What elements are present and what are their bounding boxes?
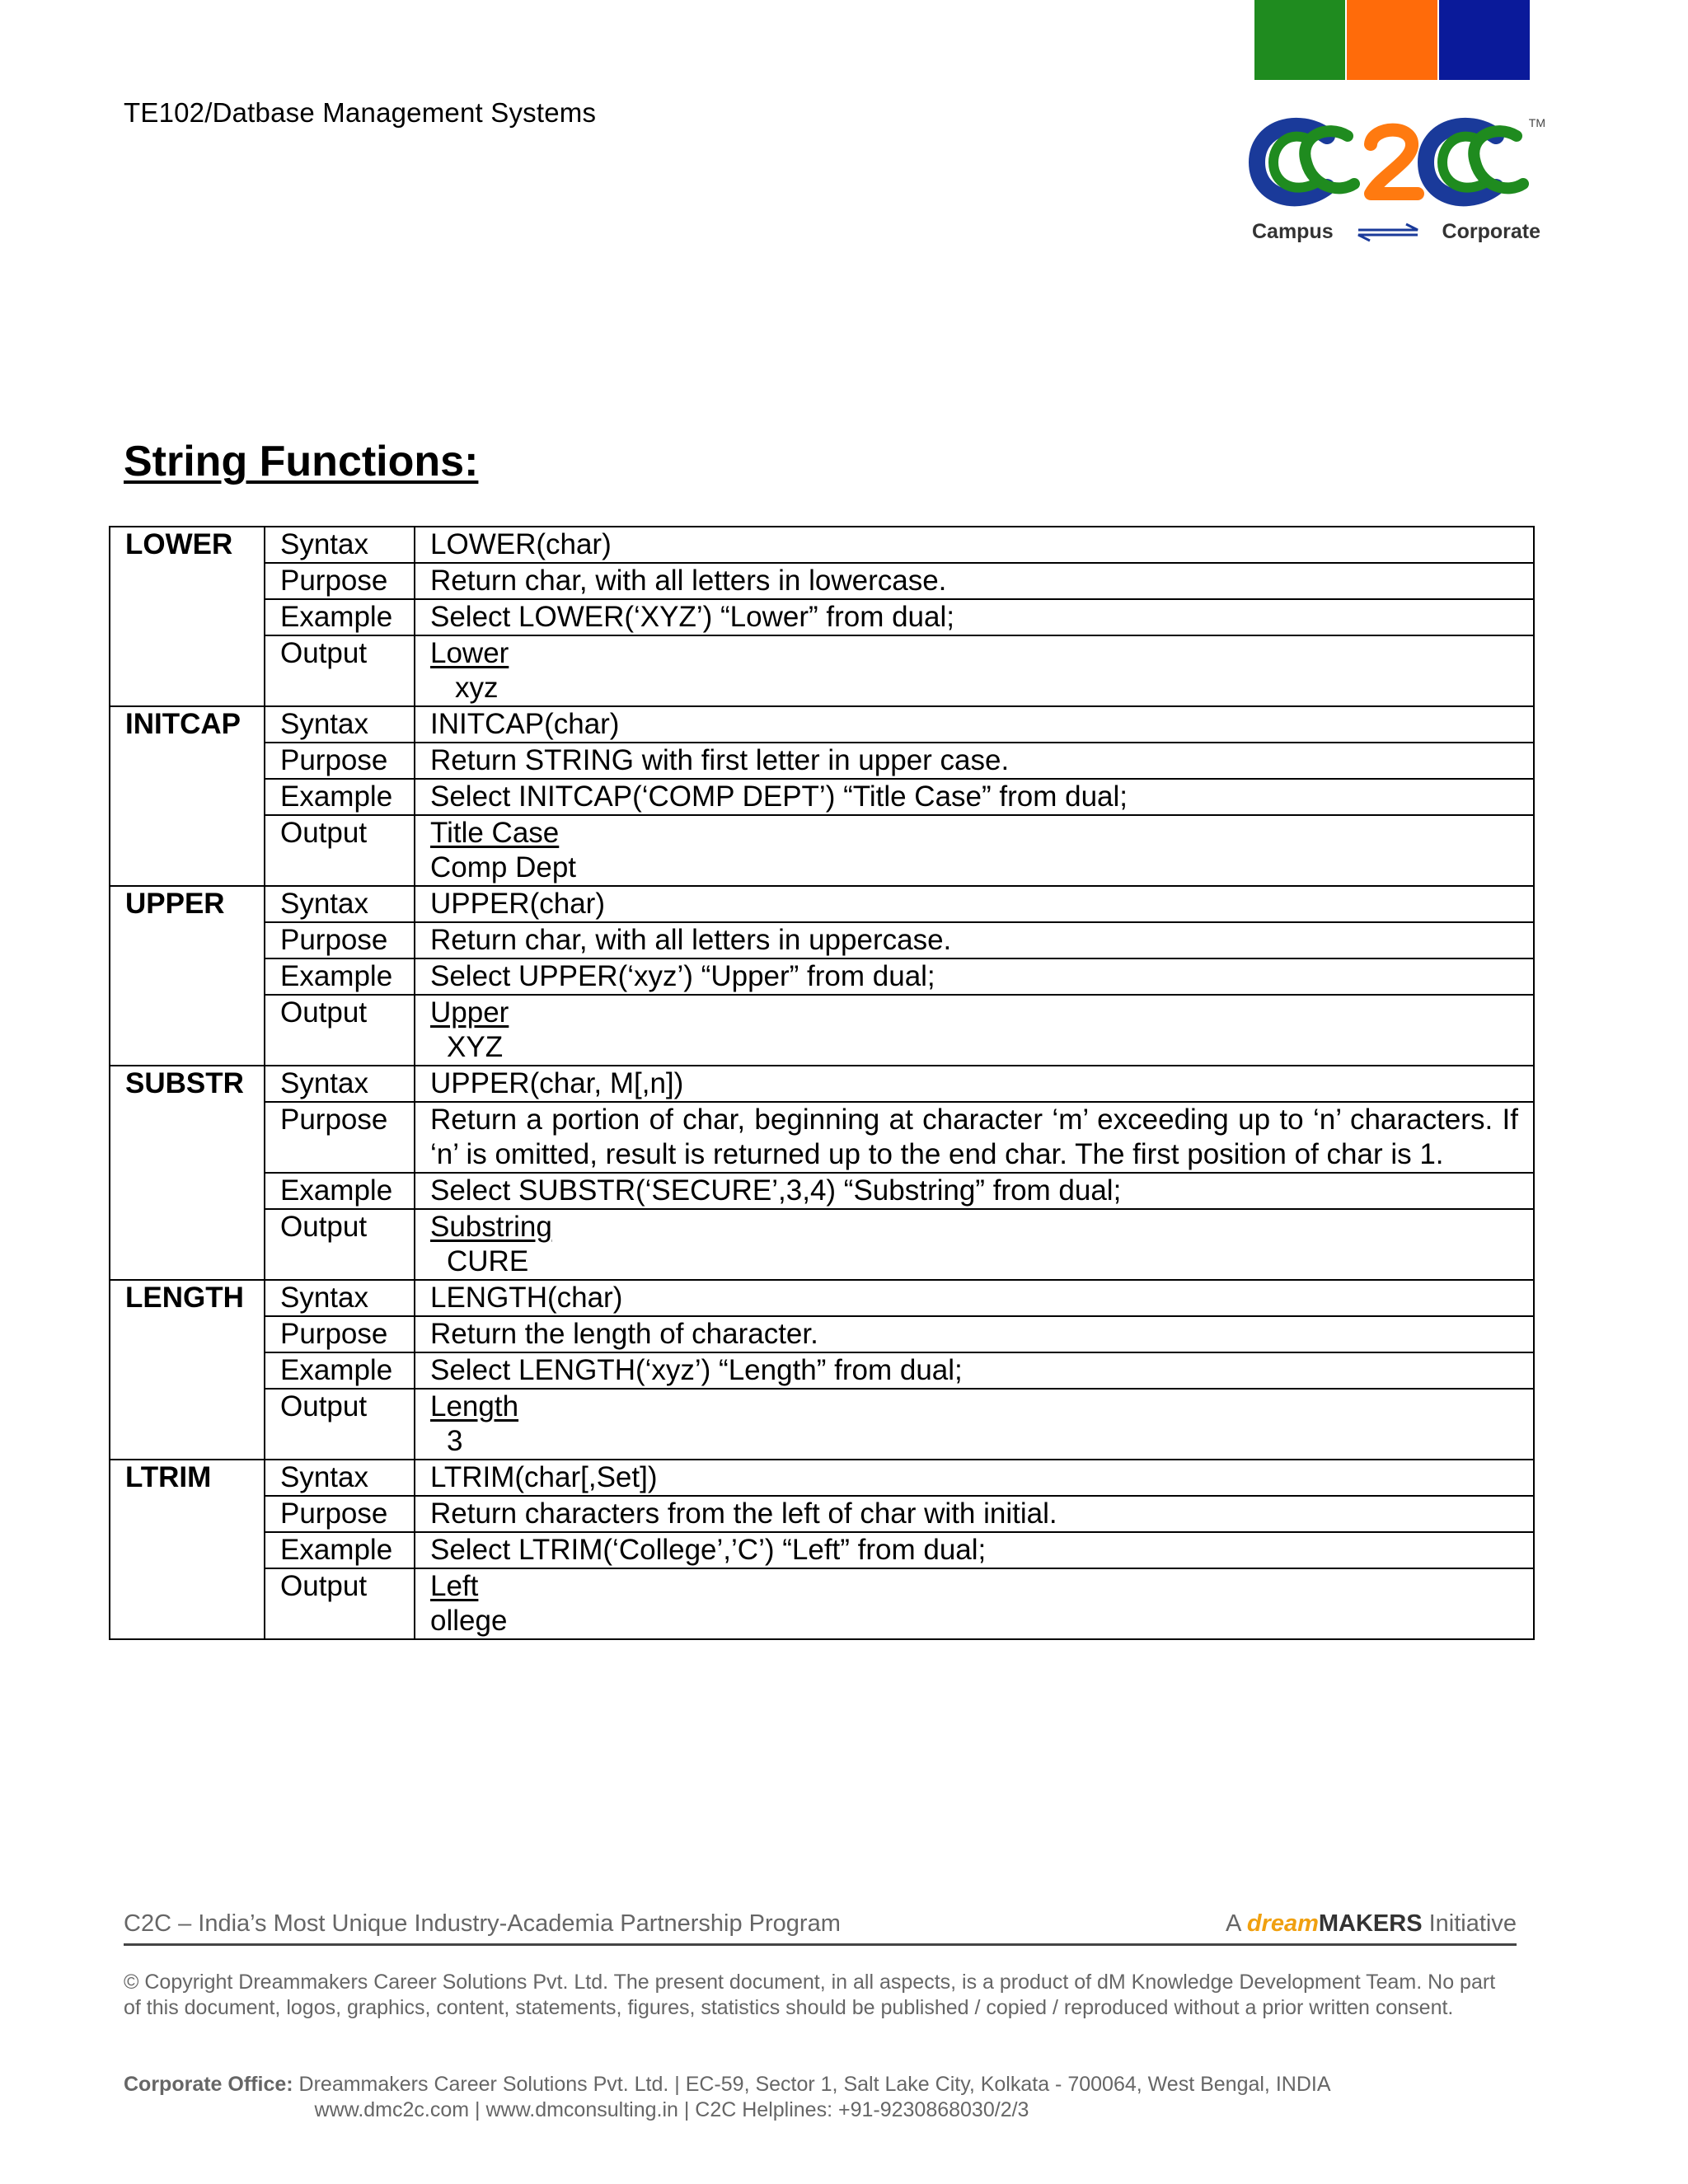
function-row-lower-example xyxy=(110,599,1534,635)
green-block xyxy=(1254,0,1345,80)
logo-corporate-text: Corporate xyxy=(1442,220,1540,243)
initiative-prefix: A xyxy=(1226,1910,1247,1937)
function-row-substr-example xyxy=(110,1173,1534,1209)
field-label: Output xyxy=(265,995,415,1066)
function-name: LOWER xyxy=(110,527,265,706)
field-label: Example xyxy=(265,779,415,815)
initiative-makers: MAKERS xyxy=(1318,1910,1423,1937)
field-value: Select UPPER(‘xyz’) “Upper” from dual; xyxy=(415,958,1534,995)
field-label: Syntax xyxy=(265,1460,415,1496)
logo-campus-text: Campus xyxy=(1252,220,1334,243)
field-value xyxy=(415,995,1534,1066)
field-label: Purpose xyxy=(265,1102,415,1173)
field-value: LTRIM(char[,Set]) xyxy=(415,1460,1534,1496)
function-row-lower-purpose xyxy=(110,563,1534,599)
brand-color-blocks xyxy=(1254,0,1530,80)
function-row-upper-example xyxy=(110,958,1534,995)
function-name: INITCAP xyxy=(110,706,265,886)
function-row-lower-output xyxy=(110,635,1534,706)
field-value xyxy=(415,1568,1534,1639)
field-value: LENGTH(char) xyxy=(415,1280,1534,1316)
corporate-office xyxy=(124,2072,1517,2097)
field-value: Select SUBSTR(‘SECURE’,3,4) “Substring” from dual; xyxy=(415,1173,1534,1209)
field-value: Select LTRIM(‘College’,’C’) “Left” from dual; xyxy=(415,1532,1534,1568)
footer-divider xyxy=(124,1943,1517,1946)
course-header: TE102/Datbase Management Systems xyxy=(124,97,597,128)
function-row-length-purpose xyxy=(110,1316,1534,1352)
field-label: Output xyxy=(265,635,415,706)
function-row-ltrim-example xyxy=(110,1532,1534,1568)
corporate-office-label: Corporate Office: xyxy=(124,2073,293,2096)
field-label: Syntax xyxy=(265,886,415,922)
initiative-suffix: Initiative xyxy=(1422,1910,1517,1937)
field-label: Example xyxy=(265,1532,415,1568)
field-label: Purpose xyxy=(265,1316,415,1352)
function-row-ltrim-purpose xyxy=(110,1496,1534,1532)
field-value: Select LENGTH(‘xyz’) “Length” from dual; xyxy=(415,1352,1534,1389)
function-row-ltrim-syntax xyxy=(110,1460,1534,1496)
function-row-lower-syntax xyxy=(110,527,1534,563)
output-column-header: Title Case xyxy=(430,817,560,849)
logo-subtitle xyxy=(1252,220,1540,244)
field-value xyxy=(415,815,1534,886)
output-column-header: Length xyxy=(430,1390,519,1422)
field-value: Return characters from the left of char with initial. xyxy=(415,1496,1534,1532)
function-row-length-output xyxy=(110,1389,1534,1460)
output-value: Comp Dept xyxy=(430,851,577,883)
orange-block xyxy=(1347,0,1437,80)
string-functions-table xyxy=(109,526,1535,1640)
field-value: LOWER(char) xyxy=(415,527,1534,563)
field-value xyxy=(415,1389,1534,1460)
field-value xyxy=(415,635,1534,706)
field-label: Syntax xyxy=(265,1066,415,1102)
initiative-dream: dream xyxy=(1246,1910,1319,1937)
field-label: Example xyxy=(265,958,415,995)
function-name: LENGTH xyxy=(110,1280,265,1460)
output-value: ollege xyxy=(430,1605,508,1637)
field-label: Example xyxy=(265,1173,415,1209)
footer-tagline xyxy=(124,1910,1517,1938)
field-label: Example xyxy=(265,599,415,635)
output-column-header: Upper xyxy=(430,996,509,1029)
field-value: Return STRING with first letter in upper case. xyxy=(415,743,1534,779)
initiative-label xyxy=(1226,1910,1517,1938)
function-row-upper-purpose xyxy=(110,922,1534,958)
field-label: Syntax xyxy=(265,706,415,743)
field-label: Output xyxy=(265,1209,415,1280)
field-value: Select LOWER(‘XYZ’) “Lower” from dual; xyxy=(415,599,1534,635)
function-row-upper-output xyxy=(110,995,1534,1066)
function-row-substr-syntax xyxy=(110,1066,1534,1102)
field-value: Return the length of character. xyxy=(415,1316,1534,1352)
field-label: Output xyxy=(265,1568,415,1639)
function-row-upper-syntax xyxy=(110,886,1534,922)
field-value: UPPER(char) xyxy=(415,886,1534,922)
function-row-substr-output xyxy=(110,1209,1534,1280)
function-row-initcap-output xyxy=(110,815,1534,886)
trademark-mark: TM xyxy=(1528,116,1545,129)
field-label: Purpose xyxy=(265,743,415,779)
output-value: xyz xyxy=(455,672,499,704)
output-value: 3 xyxy=(447,1425,463,1457)
function-row-initcap-purpose xyxy=(110,743,1534,779)
field-label: Syntax xyxy=(265,1280,415,1316)
output-value: XYZ xyxy=(447,1031,504,1063)
field-value: Return char, with all letters in uppercase. xyxy=(415,922,1534,958)
field-label: Output xyxy=(265,1389,415,1460)
function-row-initcap-syntax xyxy=(110,706,1534,743)
exchange-arrow-icon xyxy=(1355,223,1421,242)
function-row-substr-purpose xyxy=(110,1102,1534,1173)
function-name: SUBSTR xyxy=(110,1066,265,1280)
field-value: Return char, with all letters in lowercase. xyxy=(415,563,1534,599)
function-name: LTRIM xyxy=(110,1460,265,1639)
field-label: Syntax xyxy=(265,527,415,563)
field-value: UPPER(char, M[,n]) xyxy=(415,1066,1534,1102)
page-title: String Functions: xyxy=(124,438,479,485)
navy-block xyxy=(1439,0,1530,80)
corporate-links: www.dmc2c.com | www.dmconsulting.in | C2C Helplines: +91-9230868030/2/3 xyxy=(314,2098,1029,2121)
program-tagline: C2C – India’s Most Unique Industry-Academia Partnership Program xyxy=(124,1910,841,1937)
field-label: Purpose xyxy=(265,922,415,958)
output-value: CURE xyxy=(447,1245,529,1277)
c2c-logo-mark-icon xyxy=(1249,111,1529,218)
c2c-logo xyxy=(1249,111,1545,251)
field-value: Return a portion of char, beginning at character ‘m’ exceeding up to ‘n’ characters. If ‘n’ is omitted, result is returned up to the end char. The first position of char is 1. xyxy=(415,1102,1534,1173)
function-row-ltrim-output xyxy=(110,1568,1534,1639)
field-label: Purpose xyxy=(265,1496,415,1532)
output-column-header: Left xyxy=(430,1570,479,1602)
function-row-initcap-example xyxy=(110,779,1534,815)
copyright-notice: © Copyright Dreammakers Career Solutions Pvt. Ltd. The present document, in all aspects, is a product of dM Knowledge Development Team. No part of this document, logos, graphics, content, statements, figures, statistics should be published / copied / reproduced without a prior written consent. xyxy=(124,1971,1496,2019)
field-label: Example xyxy=(265,1352,415,1389)
field-value: Select INITCAP(‘COMP DEPT’) “Title Case” from dual; xyxy=(415,779,1534,815)
field-value xyxy=(415,1209,1534,1280)
output-column-header: Lower xyxy=(430,637,509,669)
function-name: UPPER xyxy=(110,886,265,1066)
function-row-length-syntax xyxy=(110,1280,1534,1316)
output-column-header: Substring xyxy=(430,1211,552,1243)
field-label: Output xyxy=(265,815,415,886)
corporate-office-address: Dreammakers Career Solutions Pvt. Ltd. | EC-59, Sector 1, Salt Lake City, Kolkata - 700064, West Bengal, INDIA xyxy=(293,2073,1331,2096)
field-value: INITCAP(char) xyxy=(415,706,1534,743)
function-row-length-example xyxy=(110,1352,1534,1389)
field-label: Purpose xyxy=(265,563,415,599)
